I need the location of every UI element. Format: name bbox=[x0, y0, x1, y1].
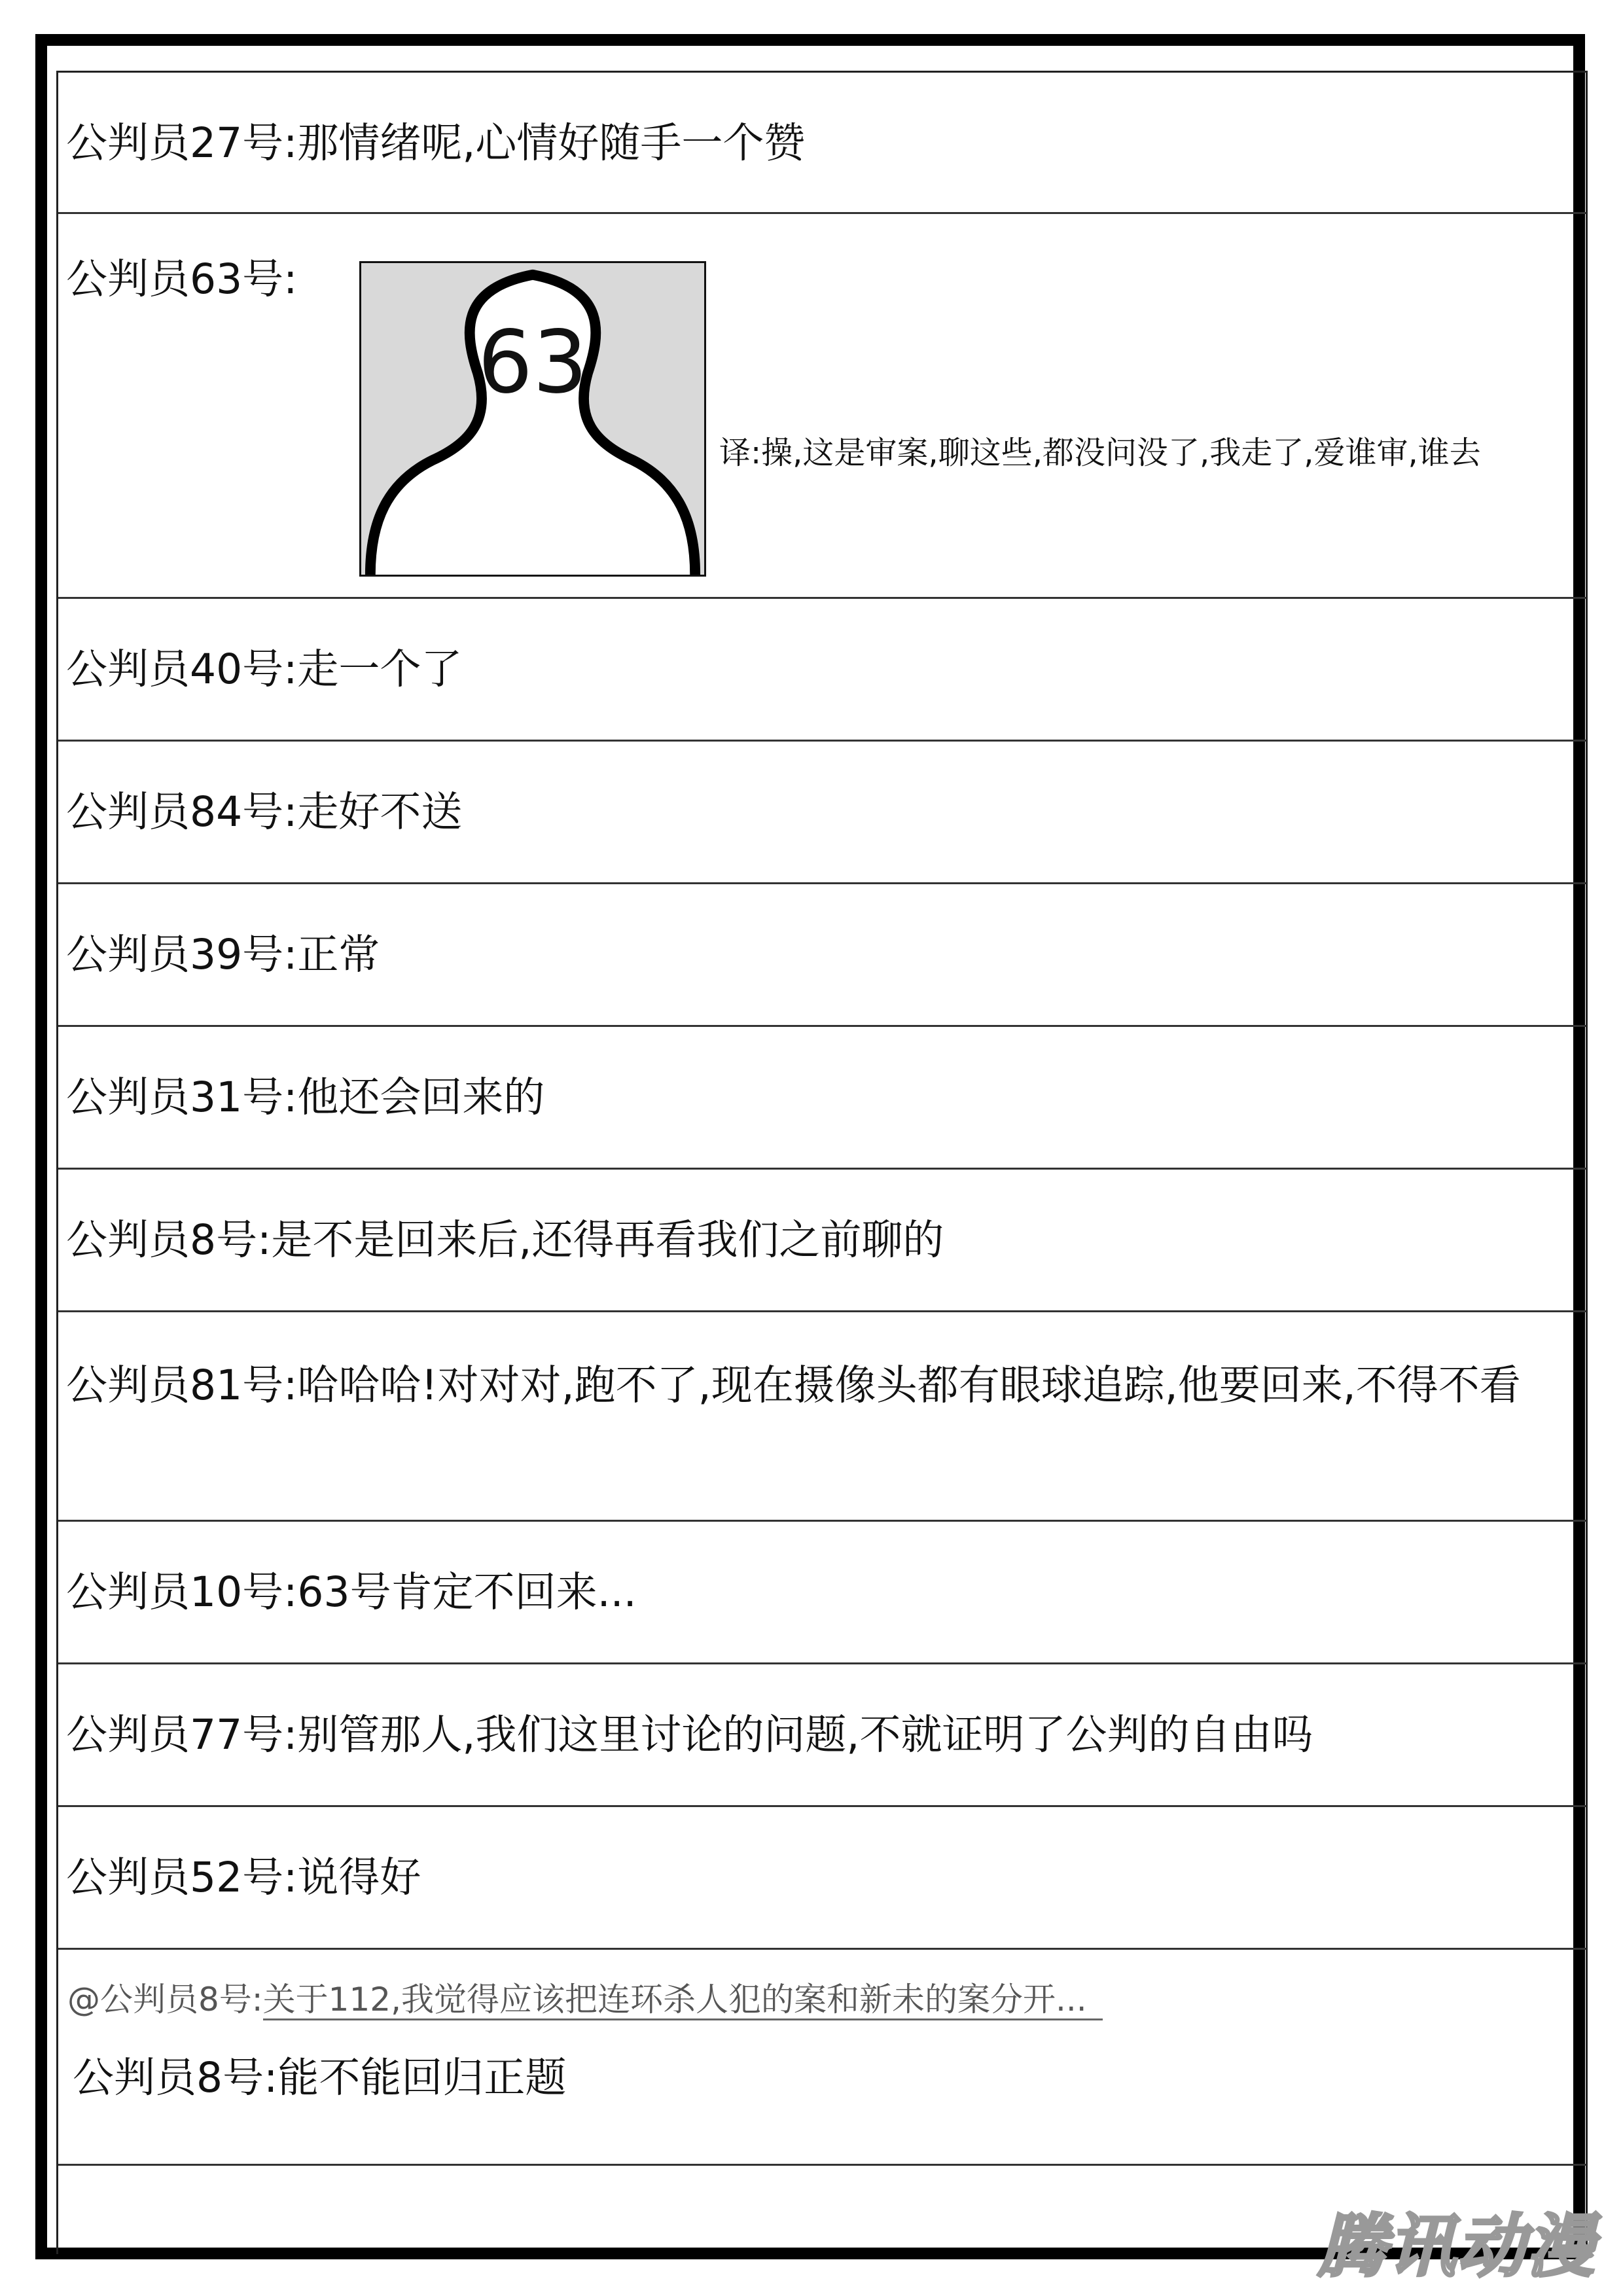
separator: : bbox=[283, 1568, 298, 1616]
chat-board bbox=[56, 71, 1588, 2254]
message-text: 正常 bbox=[297, 931, 380, 978]
message-text: 哈哈哈!对对对,跑不了,现在摄像头都有眼球追踪,他要回来,不得不看 bbox=[297, 1361, 1521, 1409]
speaker-name: 公判员77号 bbox=[66, 1711, 284, 1759]
speaker-name: 公判员10号 bbox=[66, 1568, 284, 1616]
separator: : bbox=[283, 788, 298, 836]
watermark-logo: 腾讯动漫 bbox=[1317, 2206, 1596, 2286]
comic-panel-frame bbox=[35, 34, 1585, 2259]
message-text: 他还会回来的 bbox=[297, 1073, 545, 1121]
message-row-11 bbox=[58, 1807, 1586, 1950]
speaker-name: 公判员31号 bbox=[66, 1073, 284, 1121]
translation-note: 译:操,这是审案,聊这些,都没问没了,我走了,爱谁审,谁去 bbox=[719, 435, 1481, 471]
message-row-7 bbox=[58, 1170, 1586, 1312]
message-line bbox=[66, 1701, 1313, 1769]
message-row-10 bbox=[58, 1664, 1586, 1807]
quoted-message: 关于112,我觉得应该把连环杀人犯的案和新未的案分开... bbox=[263, 1981, 1103, 2020]
message-line bbox=[66, 921, 380, 989]
speaker-name: 公判员40号 bbox=[66, 645, 284, 693]
message-text: 是不是回来后,还得再看我们之前聊的 bbox=[271, 1216, 944, 1264]
message-line bbox=[66, 636, 462, 704]
message-line bbox=[66, 1064, 544, 1132]
speaker-name: 公判员84号 bbox=[66, 788, 284, 836]
separator: : bbox=[283, 645, 298, 693]
speaker-name: 公判员81号 bbox=[66, 1361, 284, 1409]
separator: : bbox=[283, 1073, 298, 1121]
separator: : bbox=[283, 1711, 298, 1759]
message-row-2 bbox=[58, 214, 1586, 599]
silhouette-shape bbox=[361, 263, 704, 575]
silhouette-icon bbox=[359, 261, 706, 577]
separator: : bbox=[264, 2054, 278, 2102]
separator: : bbox=[283, 255, 298, 303]
message-row-5 bbox=[58, 884, 1586, 1027]
avatar-number: 63 bbox=[478, 312, 588, 413]
message-text: 别管那人,我们这里讨论的问题,不就证明了公判的自由吗 bbox=[297, 1711, 1313, 1759]
reply-quote bbox=[67, 1973, 1103, 2026]
speaker-name: 公判员63号 bbox=[66, 255, 284, 303]
message-line bbox=[73, 2044, 566, 2112]
message-line bbox=[66, 1844, 421, 1912]
speaker-name: 公判员27号 bbox=[66, 119, 284, 167]
message-line bbox=[66, 109, 805, 177]
quote-prefix: @公判员8号: bbox=[67, 1981, 263, 2018]
message-row-8 bbox=[58, 1312, 1586, 1522]
message-line bbox=[66, 1558, 637, 1626]
message-line bbox=[66, 1206, 944, 1274]
message-text: 走好不送 bbox=[297, 788, 463, 836]
message-row-6 bbox=[58, 1027, 1586, 1170]
message-text: 那情绪呢,心情好随手一个赞 bbox=[297, 119, 806, 167]
speaker-name: 公判员52号 bbox=[66, 1854, 284, 1901]
separator: : bbox=[283, 1361, 298, 1409]
message-row-1 bbox=[58, 73, 1586, 214]
message-line bbox=[66, 1352, 1578, 1420]
separator: : bbox=[283, 119, 298, 167]
speaker-name: 公判员8号 bbox=[66, 1216, 258, 1264]
separator: : bbox=[283, 1854, 298, 1901]
separator: : bbox=[257, 1216, 272, 1264]
separator: : bbox=[283, 931, 298, 978]
speaker-name: 公判员8号 bbox=[73, 2054, 264, 2102]
message-row-3 bbox=[58, 599, 1586, 742]
message-row-9 bbox=[58, 1522, 1586, 1664]
message-line bbox=[66, 245, 297, 314]
message-line bbox=[66, 778, 462, 846]
speaker-name: 公判员39号 bbox=[66, 931, 284, 978]
message-text: 走一个了 bbox=[297, 645, 463, 693]
message-row-12 bbox=[58, 1950, 1586, 2166]
message-text: 说得好 bbox=[297, 1854, 421, 1901]
message-text: 能不能回归正题 bbox=[277, 2054, 567, 2102]
message-text: 63号肯定不回来... bbox=[297, 1568, 637, 1616]
message-row-4 bbox=[58, 742, 1586, 884]
